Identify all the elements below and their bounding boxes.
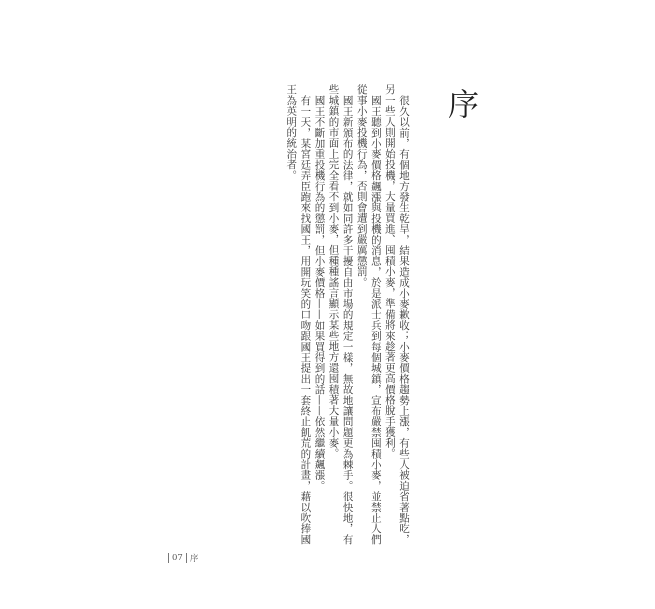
body-text (284, 84, 411, 554)
page-number: 07 (172, 553, 183, 563)
paragraph: 國王新頒布的法律，就如同許多干擾自由市場的規定一樣，無故地讓問題更為棘手。很快地，有些城鎮的市面上完全看不到小麥，但種種謠言顯示某些地方還囤積著大量小麥。 (327, 84, 354, 544)
page-footer (168, 552, 198, 564)
paragraph: 國王聽到小麥價格飆漲與投機的消息，於是派士兵到每個城鎮，宣布嚴禁囤積小麥，並禁止人們從事小麥投機行為，否則會遭到嚴厲懲罰。 (355, 84, 382, 544)
paragraph: 很久以前，有個地方發生乾旱，結果造成小麥歉收；小麥價格趨勢上漲，有些人被迫省著點吃，另一些人則開始投機，大量買進、囤積小麥，準備將來趁著更高價格脫手獲利。 (383, 84, 410, 544)
section-label: 序 (189, 554, 199, 564)
footer-divider (168, 553, 169, 563)
page-title: 序 (442, 88, 478, 119)
footer-divider (186, 553, 187, 563)
paragraph: 有一天，某宮廷弄臣跑來找國王，用開玩笑的口吻跟國王提出一套終止飢荒的計畫，藉以吹捧國王為英明的統治者。 (285, 84, 312, 544)
paragraph: 國王不斷加重投機行為的懲罰，但小麥價格——如果買得到的話——依然繼續飆漲。 (313, 94, 326, 491)
